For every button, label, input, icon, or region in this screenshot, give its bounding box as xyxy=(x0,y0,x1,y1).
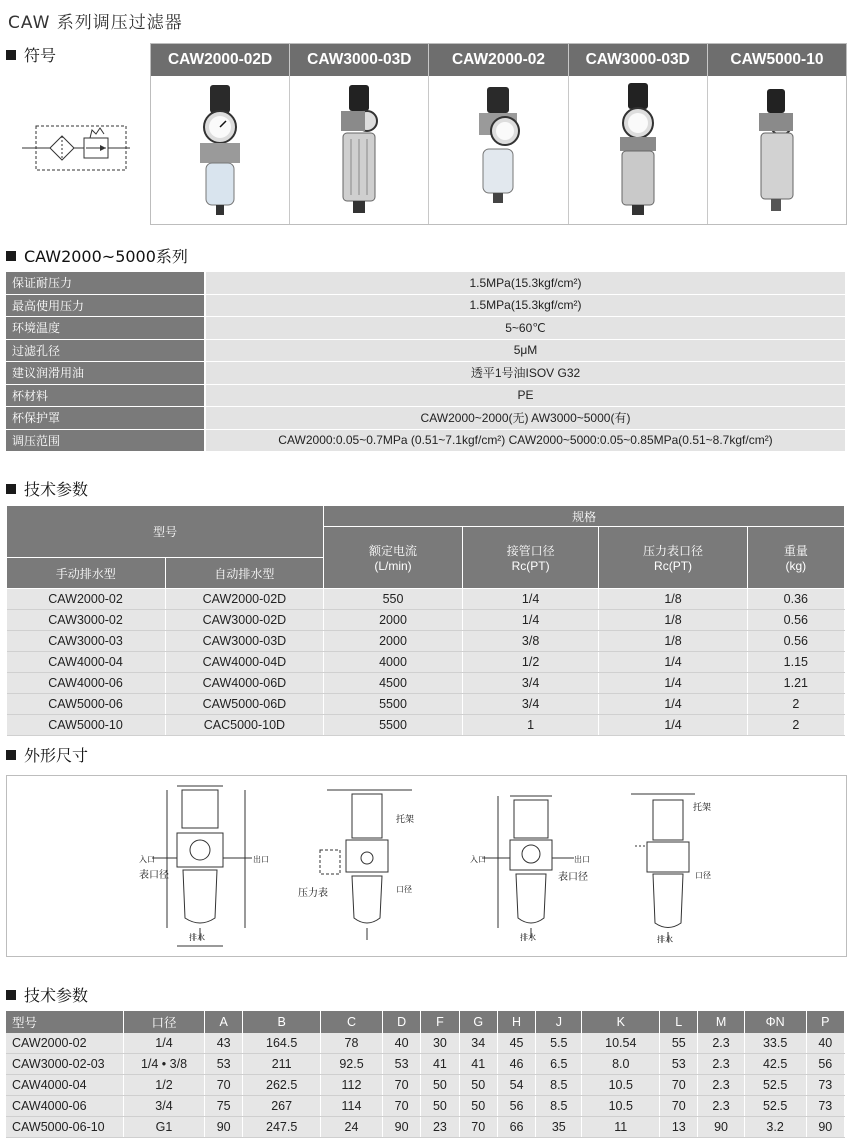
table-header-cell: K xyxy=(582,1011,660,1033)
spec-value: 5~60℃ xyxy=(205,317,845,340)
table-cell: 262.5 xyxy=(243,1075,321,1096)
label-bracket: 托架 xyxy=(396,815,415,825)
label-gauge-port: 表口径 xyxy=(558,872,588,883)
table-row xyxy=(7,673,845,694)
table-cell: 267 xyxy=(243,1096,321,1117)
table-cell: 1.15 xyxy=(747,652,844,673)
table-row xyxy=(7,652,845,673)
header-auto: 自动排水型 xyxy=(165,558,324,589)
label-drain: 排水 xyxy=(520,933,536,942)
spec-value: CAW2000:0.05~0.7MPa (0.51~7.1kgf/cm²) CAW2000~5000:0.05~0.85MPa(0.51~8.7kgf/cm²) xyxy=(205,429,845,452)
section-tech2-label: 技术参数 xyxy=(24,986,89,1005)
table-cell: 73 xyxy=(806,1075,844,1096)
table-cell: 3/4 xyxy=(462,694,599,715)
table-row xyxy=(7,694,845,715)
header-model: 型号 xyxy=(7,506,324,558)
spec-key: 建议润滑用油 xyxy=(6,362,205,385)
table-cell: 52.5 xyxy=(744,1096,806,1117)
table-cell: 1/4 xyxy=(124,1033,205,1054)
product-gallery xyxy=(150,43,847,225)
table-cell: 2.3 xyxy=(698,1033,744,1054)
table-cell: 3.2 xyxy=(744,1117,806,1138)
label-inlet: 入口 xyxy=(139,855,155,864)
table-cell: 1/8 xyxy=(599,610,747,631)
table-row xyxy=(6,1075,845,1096)
label-outlet: 出口 xyxy=(574,855,590,864)
table-cell: 33.5 xyxy=(744,1033,806,1054)
table-cell: 55 xyxy=(660,1033,698,1054)
table-cell: CAC5000-10D xyxy=(165,715,324,736)
table-cell: 50 xyxy=(459,1096,497,1117)
table-row xyxy=(6,1096,845,1117)
table-cell: CAW5000-10 xyxy=(7,715,166,736)
spec-row xyxy=(6,272,845,294)
table-cell: 70 xyxy=(382,1096,420,1117)
table-cell: 4500 xyxy=(324,673,463,694)
section-tech1-label: 技术参数 xyxy=(24,480,89,499)
section-bullet-icon xyxy=(6,50,16,60)
table-row xyxy=(7,589,845,610)
filter-regulator-image xyxy=(608,83,668,218)
table-cell: G1 xyxy=(124,1117,205,1138)
spec-table xyxy=(6,272,845,452)
section-dims-label: 外形尺寸 xyxy=(24,746,89,765)
tech-params-table xyxy=(6,505,845,736)
spec-value: 透平1号油ISOV G32 xyxy=(205,362,845,385)
spec-row xyxy=(6,294,845,317)
label-outlet-port: 口径 xyxy=(396,885,412,894)
section-dims-heading xyxy=(6,743,88,766)
filter-regulator-image xyxy=(469,83,529,218)
table-cell: 8.5 xyxy=(536,1096,582,1117)
table-cell: 66 xyxy=(497,1117,535,1138)
table-cell: 1 xyxy=(462,715,599,736)
table-header-cell: 型号 xyxy=(6,1011,124,1033)
label-outlet-port: 口径 xyxy=(695,871,711,880)
filter-regulator-image xyxy=(747,83,807,218)
table-cell: CAW3000-02 xyxy=(7,610,166,631)
table-header-cell: A xyxy=(205,1011,243,1033)
table-cell: 3/4 xyxy=(462,673,599,694)
table-cell: CAW5000-06-10 xyxy=(6,1117,124,1138)
table-header-cell: P xyxy=(806,1011,844,1033)
table-cell: 2 xyxy=(747,715,844,736)
table-cell: 70 xyxy=(459,1117,497,1138)
section-series-heading xyxy=(6,244,188,267)
table-header-cell: D xyxy=(382,1011,420,1033)
table-cell: 90 xyxy=(382,1117,420,1138)
table-row xyxy=(6,1054,845,1075)
table-row xyxy=(6,1117,845,1138)
spec-value: 1.5MPa(15.3kgf/cm²) xyxy=(205,294,845,317)
table-cell: CAW3000-02-03 xyxy=(6,1054,124,1075)
table-cell: CAW3000-02D xyxy=(165,610,324,631)
table-row xyxy=(7,610,845,631)
table-cell: 75 xyxy=(205,1096,243,1117)
spec-key: 最高使用压力 xyxy=(6,294,205,317)
table-cell: 35 xyxy=(536,1117,582,1138)
product-model-label: CAW3000-03D xyxy=(290,44,428,76)
table-cell: 1/4 xyxy=(599,652,747,673)
table-cell: CAW4000-04 xyxy=(7,652,166,673)
table-cell: 13 xyxy=(660,1117,698,1138)
table-header-cell: J xyxy=(536,1011,582,1033)
spec-key: 环境温度 xyxy=(6,317,205,340)
label-drain: 排水 xyxy=(189,933,205,942)
table-cell: 46 xyxy=(497,1054,535,1075)
header-pipe: 接管口径 Rc(PT) xyxy=(462,527,599,589)
table-cell: 90 xyxy=(806,1117,844,1138)
table-cell: 550 xyxy=(324,589,463,610)
label-outlet: 出口 xyxy=(253,855,269,864)
table-cell: CAW3000-03D xyxy=(165,631,324,652)
pneumatic-symbol-diagram xyxy=(20,120,132,180)
table-cell: 8.5 xyxy=(536,1075,582,1096)
spec-key: 过滤孔径 xyxy=(6,339,205,362)
dimension-drawing xyxy=(462,778,612,953)
product-model-label: CAW3000-03D xyxy=(569,44,707,76)
table-cell: 53 xyxy=(382,1054,420,1075)
table-cell: 53 xyxy=(205,1054,243,1075)
table-cell: 53 xyxy=(660,1054,698,1075)
table-cell: 2000 xyxy=(324,631,463,652)
section-tech2-heading xyxy=(6,983,88,1006)
spec-key: 杯材料 xyxy=(6,384,205,407)
label-bracket: 托架 xyxy=(693,803,712,813)
table-row xyxy=(6,1033,845,1054)
table-header-cell: M xyxy=(698,1011,744,1033)
product-card xyxy=(429,44,568,224)
spec-row xyxy=(6,339,845,362)
table-cell: CAW2000-02D xyxy=(165,589,324,610)
table-cell: 1/2 xyxy=(124,1075,205,1096)
table-cell: 1/2 xyxy=(462,652,599,673)
table-cell: 10.5 xyxy=(582,1096,660,1117)
table-cell: 1/4 xyxy=(599,694,747,715)
table-header-cell: B xyxy=(243,1011,321,1033)
table-header-cell: C xyxy=(321,1011,383,1033)
table-cell: 2.3 xyxy=(698,1054,744,1075)
table-cell: 3/8 xyxy=(462,631,599,652)
section-tech1-heading xyxy=(6,477,88,500)
table-cell: 23 xyxy=(421,1117,459,1138)
page-title: CAW 系列调压过滤器 xyxy=(8,13,183,33)
table-cell: 0.36 xyxy=(747,589,844,610)
product-model-label: CAW5000-10 xyxy=(708,44,846,76)
spec-row xyxy=(6,384,845,407)
table-cell: 1/4 • 3/8 xyxy=(124,1054,205,1075)
spec-row xyxy=(6,429,845,452)
table-cell: 164.5 xyxy=(243,1033,321,1054)
table-cell: 10.54 xyxy=(582,1033,660,1054)
table-cell: 4000 xyxy=(324,652,463,673)
table-cell: 211 xyxy=(243,1054,321,1075)
spec-value: PE xyxy=(205,384,845,407)
table-cell: 73 xyxy=(806,1096,844,1117)
filter-regulator-image xyxy=(329,83,389,218)
table-cell: CAW4000-04 xyxy=(6,1075,124,1096)
table-cell: CAW3000-03 xyxy=(7,631,166,652)
table-cell: 30 xyxy=(421,1033,459,1054)
section-bullet-icon xyxy=(6,990,16,1000)
table-cell: 50 xyxy=(421,1075,459,1096)
table-cell: 1/4 xyxy=(599,673,747,694)
table-cell: 10.5 xyxy=(582,1075,660,1096)
table-cell: CAW4000-06D xyxy=(165,673,324,694)
spec-row xyxy=(6,407,845,430)
table-cell: 50 xyxy=(459,1075,497,1096)
header-spec: 规格 xyxy=(324,506,845,527)
table-cell: 41 xyxy=(421,1054,459,1075)
table-cell: 1.21 xyxy=(747,673,844,694)
table-cell: CAW4000-04D xyxy=(165,652,324,673)
table-header-cell: 口径 xyxy=(124,1011,205,1033)
header-gauge: 压力表口径 Rc(PT) xyxy=(599,527,747,589)
table-cell: 5500 xyxy=(324,715,463,736)
table-cell: 70 xyxy=(660,1075,698,1096)
table-cell: 1/4 xyxy=(462,589,599,610)
table-cell: CAW4000-06 xyxy=(7,673,166,694)
table-cell: 1/4 xyxy=(599,715,747,736)
table-cell: CAW4000-06 xyxy=(6,1096,124,1117)
spec-key: 保证耐压力 xyxy=(6,272,205,294)
spec-key: 调压范围 xyxy=(6,429,205,452)
table-cell: 1/4 xyxy=(462,610,599,631)
spec-value: 1.5MPa(15.3kgf/cm²) xyxy=(205,272,845,294)
dimension-drawing xyxy=(617,778,767,953)
table-cell: CAW5000-06D xyxy=(165,694,324,715)
table-cell: 90 xyxy=(205,1117,243,1138)
product-card xyxy=(290,44,429,224)
table-cell: CAW2000-02 xyxy=(6,1033,124,1054)
header-manual: 手动排水型 xyxy=(7,558,166,589)
dimension-drawing xyxy=(127,778,277,953)
section-bullet-icon xyxy=(6,750,16,760)
table-cell: 11 xyxy=(582,1117,660,1138)
table-cell: 247.5 xyxy=(243,1117,321,1138)
table-cell: 1/8 xyxy=(599,589,747,610)
table-header-cell: ΦN xyxy=(744,1011,806,1033)
table-row xyxy=(7,715,845,736)
table-cell: 34 xyxy=(459,1033,497,1054)
label-gauge: 压力表 xyxy=(298,888,328,899)
table-cell: 6.5 xyxy=(536,1054,582,1075)
header-weight: 重量 (kg) xyxy=(747,527,844,589)
table-cell: 92.5 xyxy=(321,1054,383,1075)
table-cell: 5500 xyxy=(324,694,463,715)
table-cell: 45 xyxy=(497,1033,535,1054)
table-cell: 70 xyxy=(382,1075,420,1096)
section-symbol-heading xyxy=(6,43,56,66)
table-cell: 24 xyxy=(321,1117,383,1138)
dimension-params-table xyxy=(6,1011,845,1138)
table-header-cell: L xyxy=(660,1011,698,1033)
table-cell: 112 xyxy=(321,1075,383,1096)
section-symbol-label: 符号 xyxy=(24,46,57,65)
spec-value: 5μM xyxy=(205,339,845,362)
table-cell: 40 xyxy=(382,1033,420,1054)
product-card xyxy=(151,44,290,224)
table-cell: 5.5 xyxy=(536,1033,582,1054)
table-cell: 8.0 xyxy=(582,1054,660,1075)
table-cell: 70 xyxy=(205,1075,243,1096)
table-cell: 1/8 xyxy=(599,631,747,652)
table-header-cell: G xyxy=(459,1011,497,1033)
table-cell: 70 xyxy=(660,1096,698,1117)
table-header-cell: H xyxy=(497,1011,535,1033)
table-cell: 41 xyxy=(459,1054,497,1075)
table-cell: 52.5 xyxy=(744,1075,806,1096)
table-row xyxy=(7,631,845,652)
table-cell: 43 xyxy=(205,1033,243,1054)
header-flow: 额定电流 (L/min) xyxy=(324,527,463,589)
table-cell: 0.56 xyxy=(747,631,844,652)
section-series-label: CAW2000~5000系列 xyxy=(24,247,188,266)
table-cell: 114 xyxy=(321,1096,383,1117)
label-inlet: 入口 xyxy=(470,855,486,864)
spec-key: 杯保护罩 xyxy=(6,407,205,430)
table-cell: 40 xyxy=(806,1033,844,1054)
product-card xyxy=(569,44,708,224)
table-cell: 54 xyxy=(497,1075,535,1096)
table-cell: 3/4 xyxy=(124,1096,205,1117)
section-bullet-icon xyxy=(6,251,16,261)
table-cell: 42.5 xyxy=(744,1054,806,1075)
spec-row xyxy=(6,362,845,385)
spec-row xyxy=(6,317,845,340)
table-header-cell: F xyxy=(421,1011,459,1033)
label-drain: 排水 xyxy=(657,935,673,944)
table-cell: 56 xyxy=(806,1054,844,1075)
product-model-label: CAW2000-02 xyxy=(429,44,567,76)
table-cell: 78 xyxy=(321,1033,383,1054)
table-cell: 90 xyxy=(698,1117,744,1138)
section-bullet-icon xyxy=(6,484,16,494)
dimension-drawing xyxy=(292,778,442,953)
table-cell: 2.3 xyxy=(698,1096,744,1117)
filter-regulator-image xyxy=(190,83,250,218)
table-cell: 2.3 xyxy=(698,1075,744,1096)
table-cell: CAW2000-02 xyxy=(7,589,166,610)
table-cell: CAW5000-06 xyxy=(7,694,166,715)
spec-value: CAW2000~2000(无) AW3000~5000(有) xyxy=(205,407,845,430)
product-model-label: CAW2000-02D xyxy=(151,44,289,76)
table-cell: 50 xyxy=(421,1096,459,1117)
table-cell: 0.56 xyxy=(747,610,844,631)
product-card xyxy=(708,44,846,224)
dimension-drawings xyxy=(6,775,847,957)
label-gauge-port: 表口径 xyxy=(139,870,169,881)
table-cell: 2 xyxy=(747,694,844,715)
table-cell: 56 xyxy=(497,1096,535,1117)
table-cell: 2000 xyxy=(324,610,463,631)
